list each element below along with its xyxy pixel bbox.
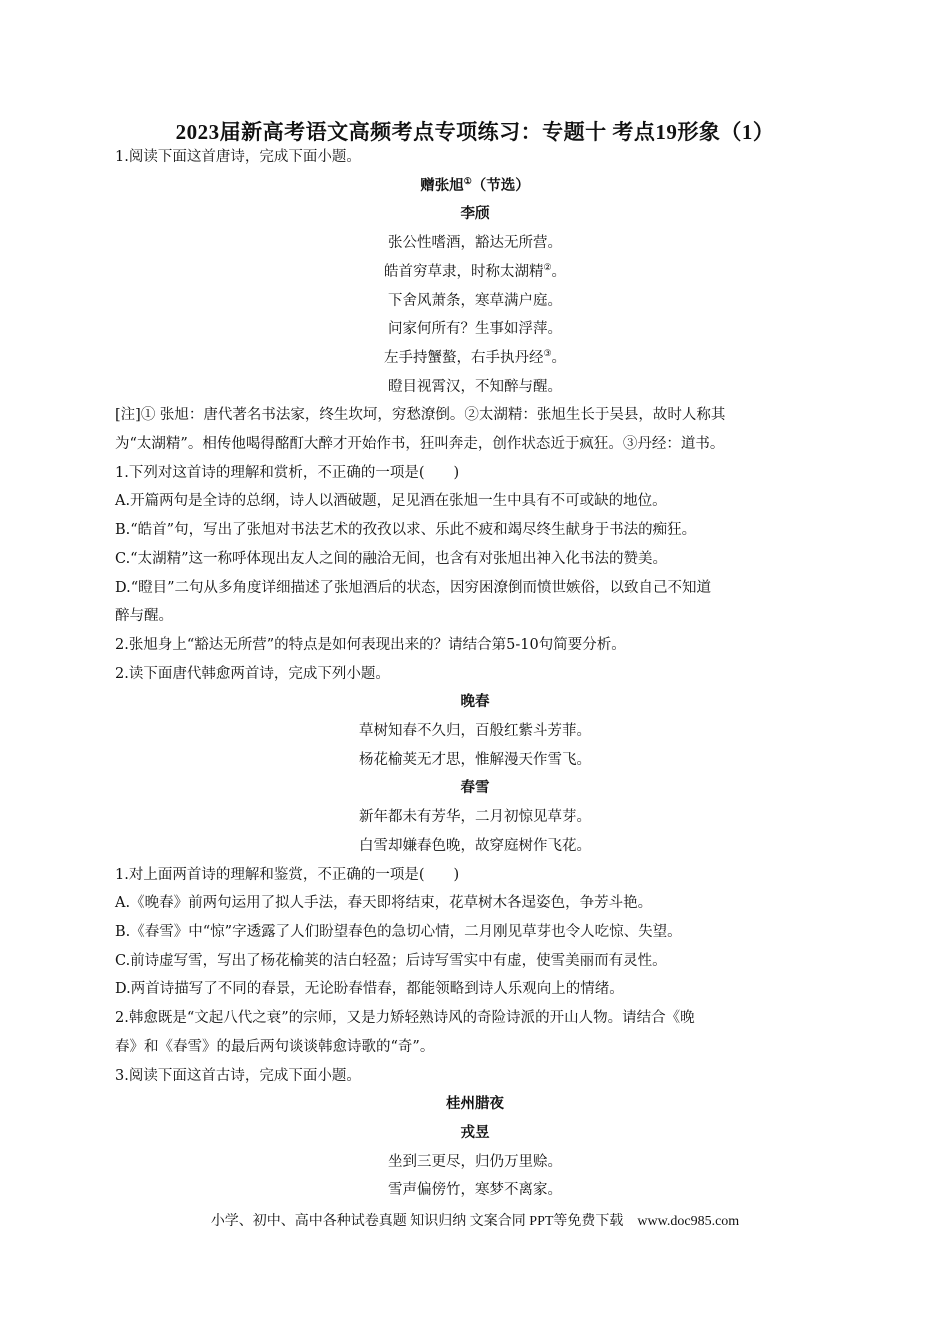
question-stem-cont: 春》和《春雪》的最后两句谈谈韩愈诗歌的“奇”。: [115, 1038, 435, 1055]
poem-line: 坐到三更尽，归仍万里赊。: [388, 1153, 562, 1170]
option-b: B.《春雪》中“惊”字透露了人们盼望春色的急切心情，二月刚见草芽也令人吃惊、失望。: [115, 923, 682, 940]
option-a: A.开篇两句是全诗的总纲，诗人以酒破题，足见酒在张旭一生中具有不可或缺的地位。: [115, 493, 667, 510]
question-stem: 1.对上面两首诗的理解和鉴赏，不正确的一项是( ): [115, 866, 460, 883]
q1-poem-author: 李颀: [460, 205, 490, 223]
note-line: 为“太湖精”。相传他喝得酩酊大醉才开始作书，狂叫奔走，创作状态近于疯狂。③丹经：道书。: [115, 436, 725, 453]
poem-line: 瞪目视霄汉，不知醉与醒。: [388, 378, 562, 395]
poem-line: 杨花榆荚无才思，惟解漫天作雪飞。: [359, 751, 591, 768]
option-b: B.“皓首”句，写出了张旭对书法艺术的孜孜以求、乐此不疲和竭尽终生献身于书法的痴狂。: [115, 522, 697, 539]
poem-author: 戎昱: [460, 1123, 490, 1141]
poem-line: 左手持蟹螯，右手执丹经③。: [383, 349, 567, 366]
document-body: [115, 143, 835, 1205]
page-footer: 小学、初中、高中各种试卷真题 知识归纳 文案合同 PPT等免费下载 www.doc985.com: [210, 1214, 740, 1229]
option-c: C.“太湖精”这一称呼体现出友人之间的融洽无间，也含有对张旭出神入化书法的赞美。: [115, 550, 668, 567]
option-d: D.“瞪目”二句从多角度详细描述了张旭酒后的状态，因穷困潦倒而愤世嫉俗，以致自己不知道: [115, 579, 712, 596]
q1-poem-title: 赠张旭①（节选）: [420, 176, 530, 194]
poem-line: 张公性嗜酒，豁达无所营。: [388, 235, 562, 252]
poem-title: 春雪: [460, 779, 490, 797]
poem-line: 皓首穷草隶，时称太湖精②。: [383, 262, 567, 280]
poem-line: 草树知春不久归，百般红紫斗芳菲。: [359, 723, 591, 740]
poem-line: 新年都未有芳华，二月初惊见草芽。: [359, 809, 591, 826]
note-line: [注]① 张旭：唐代著名书法家，终生坎坷，穷愁潦倒。②太湖精：张旭生长于吴县，故时人称其: [115, 407, 726, 424]
option-c: C.前诗虚写雪，写出了杨花榆荚的洁白轻盈；后诗写雪实中有虚，使雪美丽而有灵性。: [115, 952, 667, 969]
question-stem: 2.张旭身上“豁达无所营”的特点是如何表现出来的？请结合第5-10句简要分析。: [115, 636, 626, 653]
option-d-cont: 醉与醒。: [115, 608, 173, 625]
q1-intro: 1.阅读下面这首唐诗，完成下面小题。: [115, 149, 361, 165]
poem-line: 雪声偏傍竹，寒梦不离家。: [388, 1182, 562, 1199]
poem-line: 问家何所有？生事如浮萍。: [388, 321, 562, 338]
question-stem: 2.韩愈既是“文起八代之衰”的宗师，又是力矫轻熟诗风的奇险诗派的开山人物。请结合《晚: [115, 1010, 695, 1027]
poem-line: 白雪却嫌春色晚，故穿庭树作飞花。: [359, 837, 591, 854]
option-d: D.两首诗描写了不同的春景，无论盼春惜春，都能领略到诗人乐观向上的情绪。: [115, 981, 624, 998]
poem-title: 晚春: [460, 693, 490, 711]
option-a: A.《晚春》前两句运用了拟人手法，春天即将结束，花草树木各逞姿色，争芳斗艳。: [115, 895, 653, 912]
question-stem: 1.下列对这首诗的理解和赏析，不正确的一项是( ): [115, 464, 460, 481]
q2-intro: 2.读下面唐代韩愈两首诗，完成下列小题。: [115, 665, 390, 682]
q3-intro: 3.阅读下面这首古诗，完成下面小题。: [115, 1067, 361, 1084]
poem-title: 桂州腊夜: [446, 1095, 504, 1113]
page-title: 2023届新高考语文高频考点专项练习：专题十 考点19形象（1）: [175, 120, 775, 144]
poem-line: 下舍风萧条，寒草满户庭。: [388, 292, 562, 309]
